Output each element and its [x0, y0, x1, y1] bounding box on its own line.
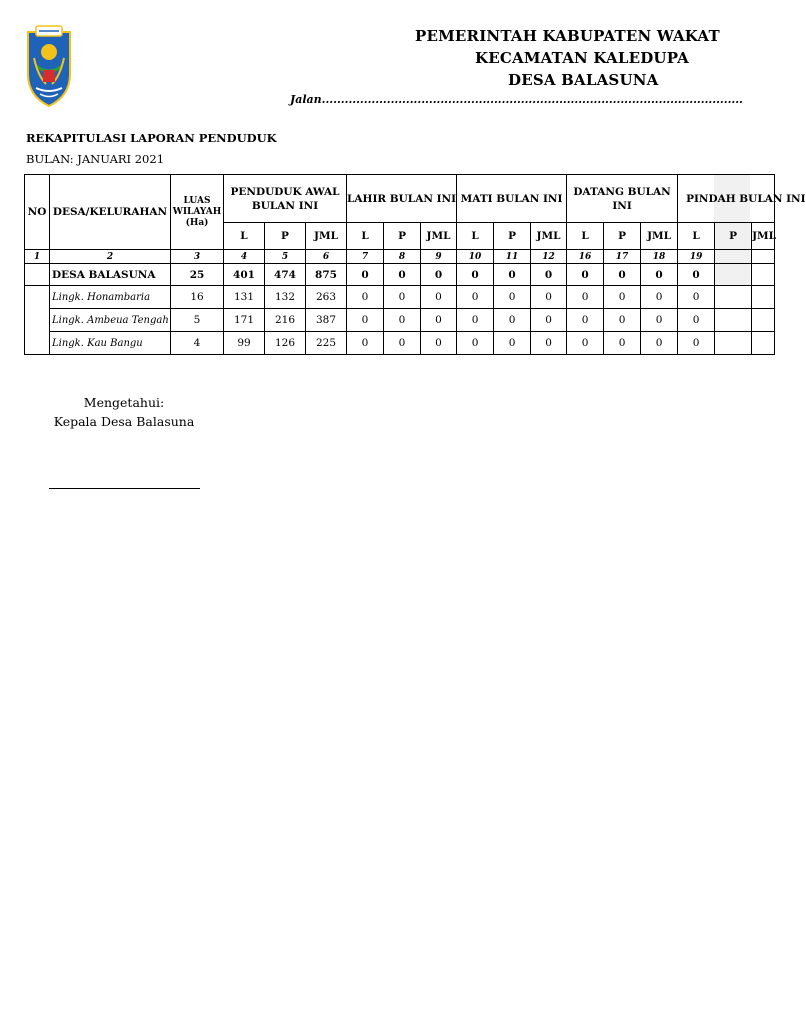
row-value: 0 [421, 286, 457, 309]
row-no [25, 286, 50, 309]
row-value: 131 [224, 286, 265, 309]
row-value: 0 [531, 286, 567, 309]
regency-coat-of-arms-icon [24, 24, 74, 108]
row-value-overflow [715, 332, 752, 355]
signatory-position: Kepala Desa Balasuna [53, 414, 195, 429]
row-value: 0 [604, 332, 641, 355]
row-no [25, 309, 50, 332]
row-value: 132 [265, 286, 306, 309]
column-index-row [25, 250, 775, 264]
col-index: 6 [306, 250, 347, 264]
row-value: 0 [457, 286, 494, 309]
header-lahir: LAHIR BULAN INI [347, 175, 457, 223]
header-mati-p: P [494, 223, 531, 250]
col-index [715, 250, 752, 264]
col-index: 17 [604, 250, 641, 264]
row-value: 0 [678, 286, 715, 309]
report-month: BULAN: JANUARI 2021 [26, 152, 165, 166]
col-index: 16 [567, 250, 604, 264]
acknowledge-label: Mengetahui: [83, 395, 165, 410]
row-value: 0 [457, 332, 494, 355]
table-row [25, 286, 775, 309]
row-value: 0 [604, 286, 641, 309]
row-value: 0 [457, 264, 494, 286]
address-line: Jalan.............................................................................................................. [290, 93, 743, 106]
row-value: 0 [567, 332, 604, 355]
row-value-overflow [715, 286, 752, 309]
row-value: 5 [171, 309, 224, 332]
row-value: 0 [384, 332, 421, 355]
row-name: Lingk. Ambeua Tengah [50, 309, 171, 332]
village-header: DESA BALASUNA [508, 71, 659, 89]
row-name: DESA BALASUNA [50, 264, 171, 286]
header-mati-l: L [457, 223, 494, 250]
table-row [25, 309, 775, 332]
row-value: 0 [421, 309, 457, 332]
header-no: NO [25, 175, 50, 250]
col-index: 1 [25, 250, 50, 264]
population-table-container [24, 174, 806, 355]
header-penduduk-awal: PENDUDUK AWAL BULAN INI [224, 175, 347, 223]
header-pindah-jml: JML [752, 223, 775, 250]
table-body [25, 264, 775, 355]
row-value: 0 [531, 264, 567, 286]
row-value: 474 [265, 264, 306, 286]
row-value-overflow [752, 332, 775, 355]
population-table [24, 174, 806, 355]
row-value: 25 [171, 264, 224, 286]
row-value: 216 [265, 309, 306, 332]
header-awal-l: L [224, 223, 265, 250]
header-desa: DESA/KELURAHAN [50, 175, 171, 250]
row-value: 4 [171, 332, 224, 355]
row-name: Lingk. Honambaria [50, 286, 171, 309]
row-value: 0 [421, 264, 457, 286]
district-header: KECAMATAN KALEDUPA [475, 49, 689, 67]
row-value-overflow [715, 264, 752, 286]
col-index: 8 [384, 250, 421, 264]
row-value: 0 [347, 264, 384, 286]
header-datang: DATANG BULAN INI [567, 175, 678, 223]
row-value: 0 [641, 309, 678, 332]
row-value-overflow [752, 264, 775, 286]
row-value: 0 [678, 309, 715, 332]
col-index: 5 [265, 250, 306, 264]
table-row [25, 332, 775, 355]
row-value: 126 [265, 332, 306, 355]
row-value: 0 [641, 286, 678, 309]
row-value: 263 [306, 286, 347, 309]
row-value: 0 [641, 264, 678, 286]
row-value: 0 [567, 309, 604, 332]
row-value: 99 [224, 332, 265, 355]
row-value: 0 [678, 264, 715, 286]
row-value: 16 [171, 286, 224, 309]
government-header: PEMERINTAH KABUPATEN WAKAT [415, 27, 720, 45]
row-value: 0 [604, 309, 641, 332]
signature-line [49, 488, 200, 489]
row-name: Lingk. Kau Bangu [50, 332, 171, 355]
row-value-overflow [752, 286, 775, 309]
col-index: 2 [50, 250, 171, 264]
row-value: 0 [494, 264, 531, 286]
row-value: 0 [641, 332, 678, 355]
header-luas-line3: (Ha) [185, 217, 209, 228]
row-value: 0 [494, 309, 531, 332]
header-datang-jml: JML [641, 223, 678, 250]
col-index: 3 [171, 250, 224, 264]
row-value: 225 [306, 332, 347, 355]
header-datang-p: P [604, 223, 641, 250]
row-value: 0 [531, 309, 567, 332]
col-index: 12 [531, 250, 567, 264]
row-value-overflow [715, 309, 752, 332]
row-value: 0 [347, 309, 384, 332]
header-mati: MATI BULAN INI [457, 175, 567, 223]
report-title: REKAPITULASI LAPORAN PENDUDUK [26, 131, 277, 145]
row-value: 0 [531, 332, 567, 355]
row-value: 401 [224, 264, 265, 286]
header-luas [171, 175, 224, 250]
row-value: 0 [421, 332, 457, 355]
col-index: 4 [224, 250, 265, 264]
header-awal-p: P [265, 223, 306, 250]
header-lahir-p: P [384, 223, 421, 250]
row-no [25, 332, 50, 355]
header-luas-line2: WILAYAH [172, 206, 222, 217]
header-luas-line1: LUAS [183, 195, 211, 206]
row-no [25, 264, 50, 286]
header-pindah-p: P [715, 223, 752, 250]
row-value: 0 [384, 309, 421, 332]
row-value: 0 [678, 332, 715, 355]
row-value: 387 [306, 309, 347, 332]
header-lahir-l: L [347, 223, 384, 250]
row-value: 0 [567, 264, 604, 286]
col-index: 10 [457, 250, 494, 264]
row-value: 0 [494, 332, 531, 355]
col-index: 11 [494, 250, 531, 264]
col-index: 18 [641, 250, 678, 264]
row-value: 0 [347, 286, 384, 309]
col-index: 19 [678, 250, 715, 264]
header-datang-l: L [567, 223, 604, 250]
header-pindah: PINDAH BULAN INI [678, 175, 775, 223]
col-index [752, 250, 775, 264]
header-lahir-jml: JML [421, 223, 457, 250]
row-value: 0 [494, 286, 531, 309]
row-value: 0 [384, 264, 421, 286]
row-value: 0 [604, 264, 641, 286]
row-value: 0 [384, 286, 421, 309]
row-value: 0 [457, 309, 494, 332]
col-index: 7 [347, 250, 384, 264]
header-mati-jml: JML [531, 223, 567, 250]
col-index: 9 [421, 250, 457, 264]
header-awal-jml: JML [306, 223, 347, 250]
row-value: 171 [224, 309, 265, 332]
row-value: 0 [347, 332, 384, 355]
village-total-row [25, 264, 775, 286]
row-value-overflow [752, 309, 775, 332]
row-value: 0 [567, 286, 604, 309]
header-pindah-l: L [678, 223, 715, 250]
row-value: 875 [306, 264, 347, 286]
